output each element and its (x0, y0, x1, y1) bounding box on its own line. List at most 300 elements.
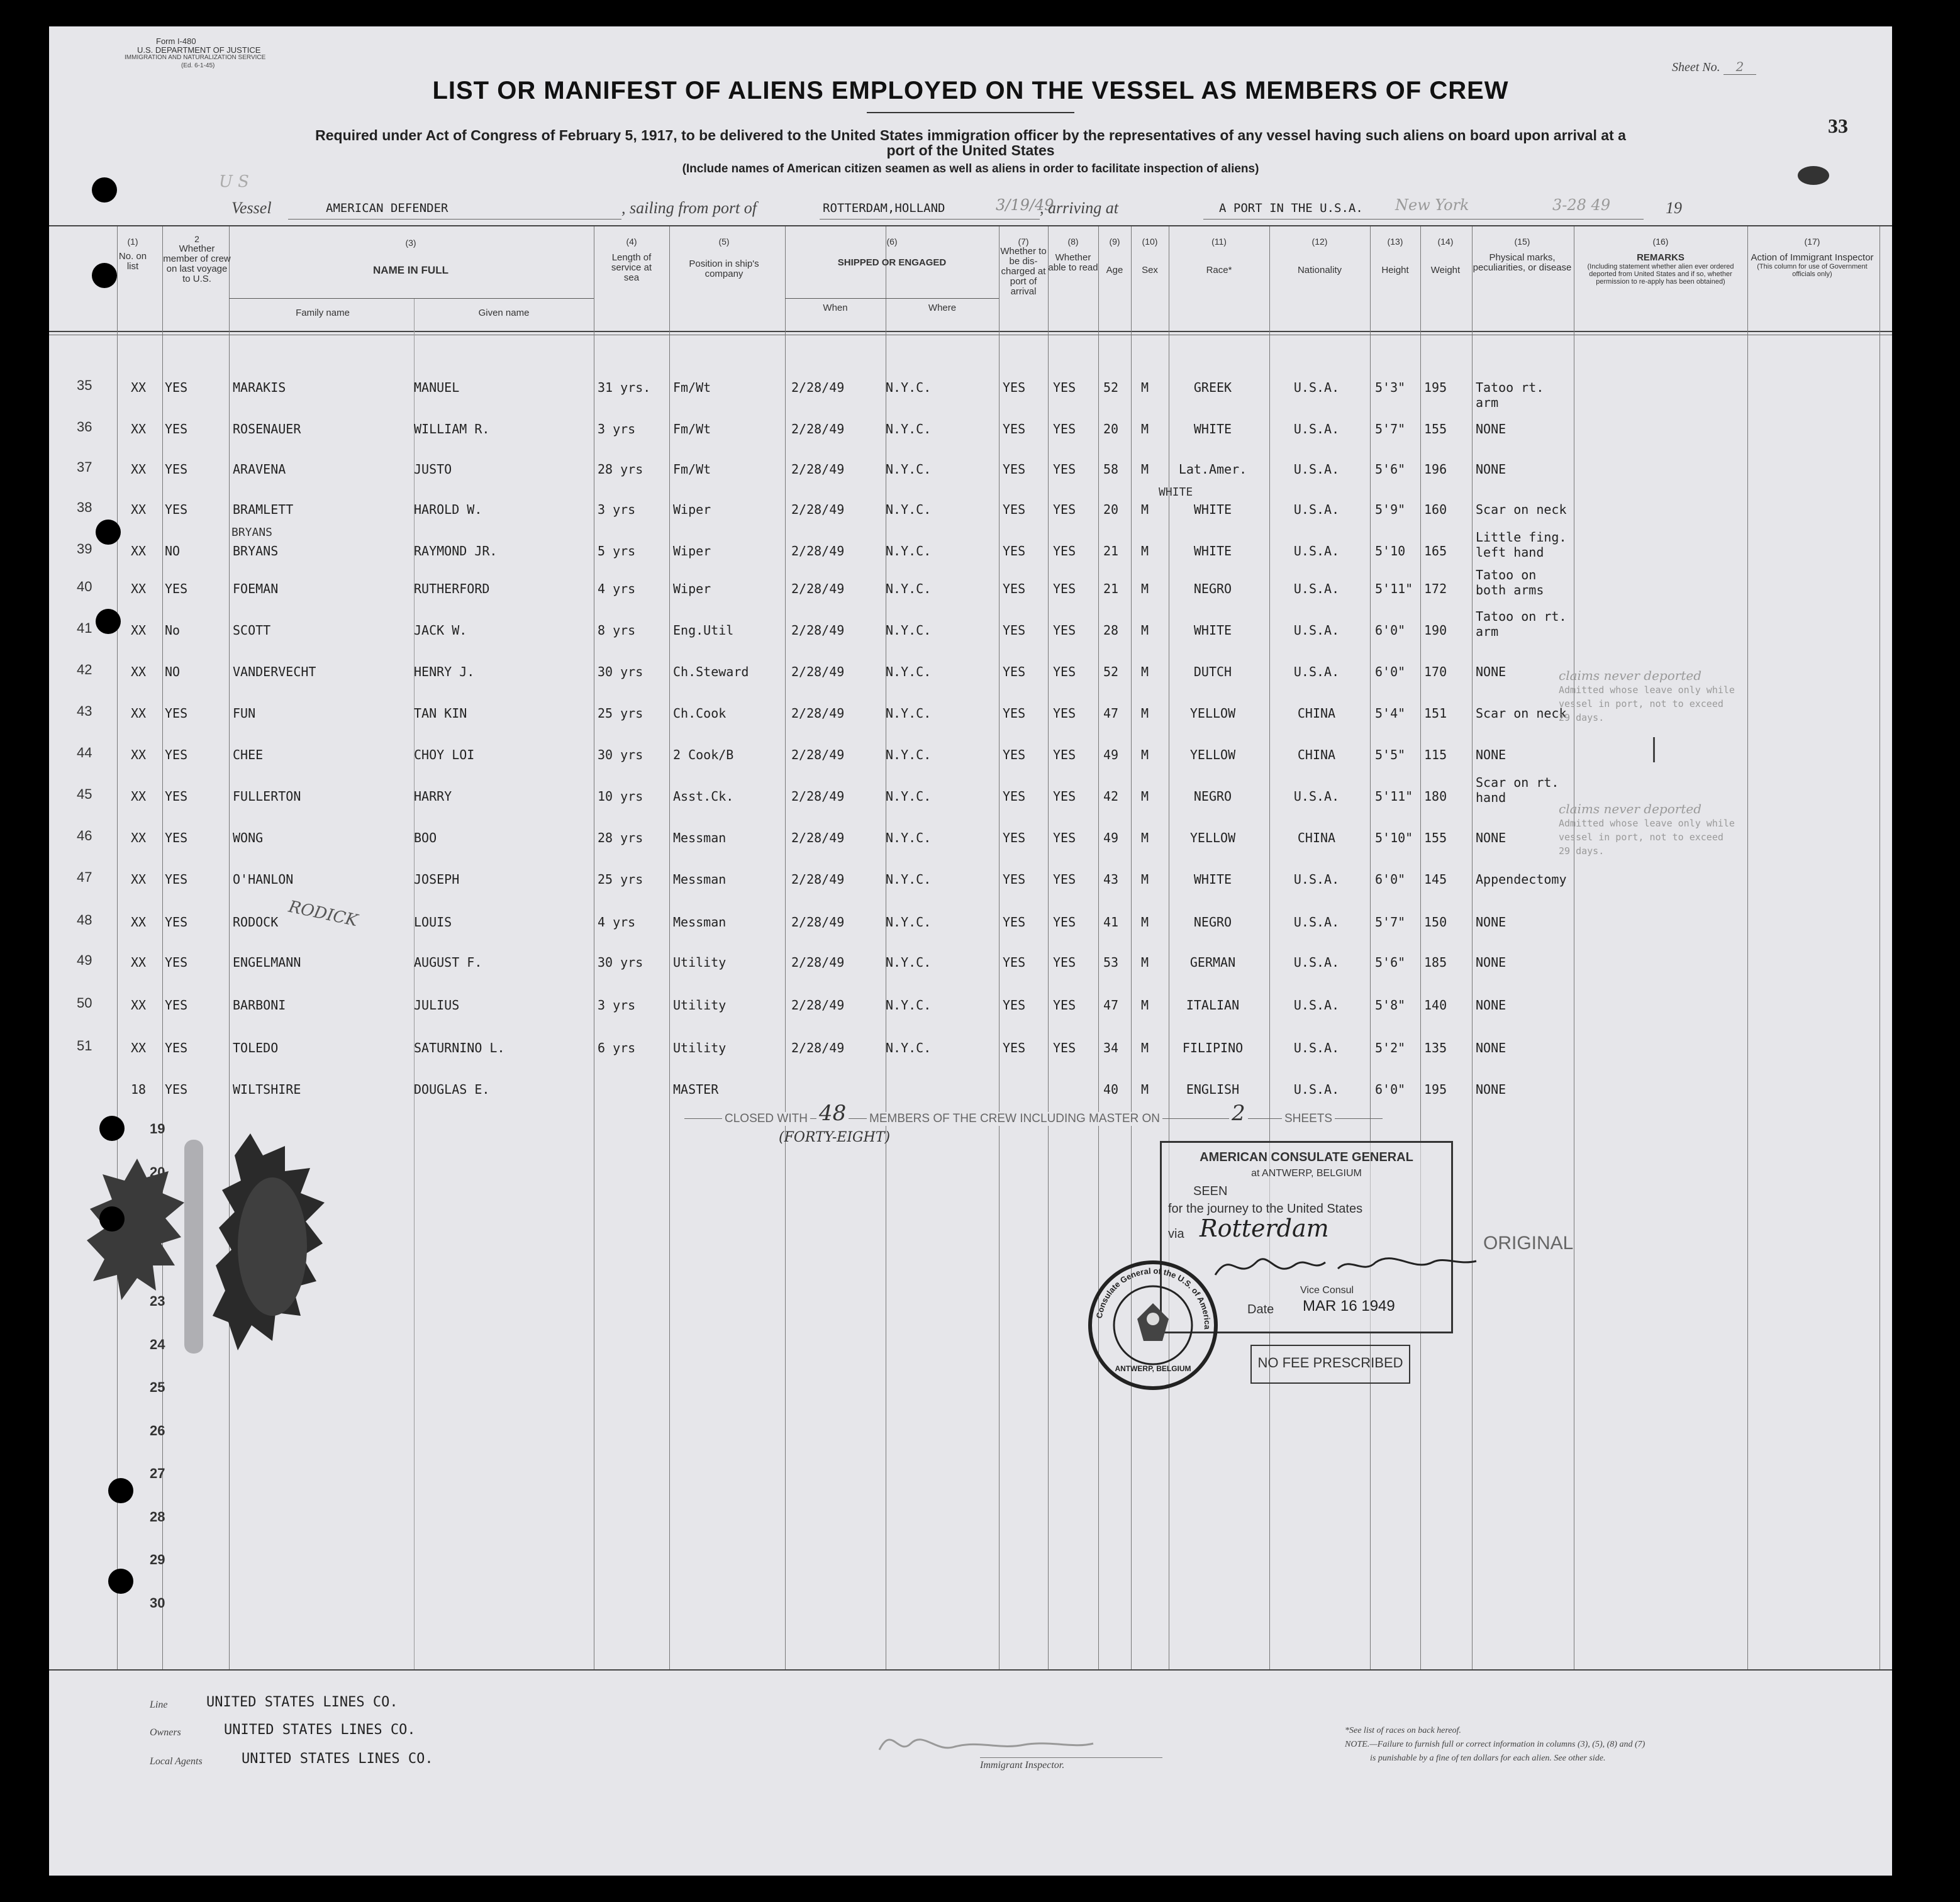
cell-weight: 172 (1424, 581, 1447, 596)
cell-age: 47 (1103, 998, 1119, 1013)
cell-weight: 115 (1424, 747, 1447, 762)
cell-mark: XX (131, 955, 147, 970)
cell-family: WILTSHIRE (233, 1082, 301, 1097)
cell-dis: YES (1003, 421, 1026, 437)
cell-where: N.Y.C. (886, 955, 932, 970)
cell-when: 2/28/49 (791, 664, 845, 679)
subtitle-line-2: port of the United States (886, 142, 1055, 158)
cell-where: N.Y.C. (886, 998, 932, 1013)
cell-mark: XX (131, 915, 147, 930)
column-line (1048, 226, 1049, 1669)
inspector-label: Immigrant Inspector. (980, 1760, 1065, 1771)
row39-family-hand: BRYANS (231, 526, 273, 539)
cell-given: TAN KIN (414, 706, 467, 721)
cell-height: 5'3" (1375, 380, 1406, 395)
cell-where: N.Y.C. (886, 421, 932, 437)
title-rule (867, 112, 1074, 113)
cell-nat: U.S.A. (1293, 502, 1340, 517)
cell-position: Ch.Cook (673, 706, 727, 721)
cell-position: Messman (673, 872, 727, 887)
cell-position: Fm/Wt (673, 380, 711, 395)
cell-mark: XX (131, 664, 147, 679)
cell-age: 49 (1103, 830, 1119, 845)
vessel-name: AMERICAN DEFENDER (326, 201, 448, 215)
cell-marks: Tatoo on both arms (1476, 567, 1544, 598)
punch-hole-4 (96, 609, 121, 634)
cell-sex: M (1141, 789, 1149, 804)
cell-nat: U.S.A. (1293, 998, 1340, 1013)
footer-line-value: UNITED STATES LINES CO. (206, 1694, 398, 1710)
cell-position: Messman (673, 830, 727, 845)
page-blot (1798, 166, 1829, 185)
cell-position: Fm/Wt (673, 462, 711, 477)
col5-label: Position in ship's company (689, 259, 759, 279)
cell-last: YES (165, 1040, 188, 1055)
col16-header (1574, 236, 1747, 286)
col12-label: Nationality (1297, 265, 1342, 275)
remark-1-text: Admitted whose leave only while vessel in port, not to exceed 29 days. (1559, 684, 1735, 723)
cell-sex: M (1141, 502, 1149, 517)
footer-note-3: is punishable by a fine of ten dollars for each alien. See other side. (1370, 1754, 1606, 1763)
cell-where: N.Y.C. (886, 664, 932, 679)
col11-header (1169, 236, 1269, 275)
cell-family: BRYANS (233, 543, 279, 559)
cell-nat: U.S.A. (1293, 421, 1340, 437)
cell-mark: XX (131, 998, 147, 1013)
col5-num: (5) (718, 236, 730, 247)
cell-read: YES (1053, 789, 1076, 804)
cell-height: 5'6" (1375, 462, 1406, 477)
no-fee-stamp (1250, 1345, 1410, 1384)
punch-hole-3 (96, 520, 121, 545)
cell-last: YES (165, 706, 188, 721)
cell-position: MASTER (673, 1082, 719, 1097)
cell-last: YES (165, 955, 188, 970)
cell-mark: XX (131, 706, 147, 721)
col9-header (1098, 236, 1131, 275)
cell-height: 5'10" (1375, 830, 1413, 845)
col11-num: (11) (1211, 236, 1227, 247)
col7-num: (7) (1018, 236, 1029, 247)
cell-race: YELLOW (1189, 706, 1236, 721)
left-embossed-seal-2 (213, 1133, 326, 1366)
footer-note-2: NOTE.—Failure to furnish full or correct information in columns (3), (5), (8) and (7) (1345, 1740, 1645, 1749)
cell-weight: 195 (1424, 380, 1447, 395)
row-number: 51 (77, 1038, 92, 1054)
cell-service: 28 yrs (598, 462, 643, 477)
cell-sex: M (1141, 581, 1149, 596)
sheet-label: Sheet No. (1672, 60, 1720, 74)
remark-2-hand: claims never deported (1559, 801, 1701, 816)
cell-when: 2/28/49 (791, 623, 845, 638)
cell-family: ROSENAUER (233, 421, 301, 437)
cell-position: Wiper (673, 543, 711, 559)
cell-read: YES (1053, 830, 1076, 845)
cell-when: 2/28/49 (791, 380, 845, 395)
cell-given: LOUIS (414, 915, 452, 930)
cell-age: 21 (1103, 543, 1119, 559)
col2-num: 2 (194, 234, 199, 244)
column-line (1269, 226, 1270, 1669)
closing-pre: CLOSED WITH (722, 1112, 810, 1126)
cell-where: N.Y.C. (886, 789, 932, 804)
footer-owners-label: Owners (150, 1727, 181, 1738)
cell-nat: CHINA (1297, 747, 1336, 762)
cell-when: 2/28/49 (791, 1040, 845, 1055)
cell-marks: NONE (1476, 664, 1506, 679)
cell-position: Ch.Steward (673, 664, 749, 679)
col6-when: When (823, 303, 848, 313)
cell-race: YELLOW (1189, 747, 1236, 762)
cell-given: RUTHERFORD (414, 581, 490, 596)
col6-subrule (785, 298, 999, 299)
col13-num: (13) (1387, 236, 1403, 247)
cell-dis: YES (1003, 1040, 1026, 1055)
cell-position: Eng.Util (673, 623, 734, 638)
col9-num: (9) (1109, 236, 1120, 247)
col15-header (1472, 236, 1573, 273)
cell-read: YES (1053, 998, 1076, 1013)
vessel-rule-1 (288, 219, 621, 220)
stamp-line-1: AMERICAN CONSULATE GENERAL (1200, 1150, 1413, 1164)
col17-num: (17) (1804, 236, 1820, 247)
col3-label: NAME IN FULL (373, 264, 448, 276)
row-number: 39 (77, 541, 92, 557)
cell-where: N.Y.C. (886, 706, 932, 721)
cell-race: WHITE (1193, 421, 1232, 437)
cell-dis: YES (1003, 998, 1026, 1013)
cell-service: 8 yrs (598, 623, 636, 638)
column-line (229, 226, 230, 1669)
cell-service: 30 yrs (598, 747, 643, 762)
cell-given: RAYMOND JR. (414, 543, 498, 559)
row-number: 44 (77, 745, 92, 760)
row-number: 37 (77, 459, 92, 475)
footer-agents-label: Local Agents (150, 1756, 203, 1767)
cell-sex: M (1141, 747, 1149, 762)
row-number: 42 (77, 662, 92, 677)
cell-where: N.Y.C. (886, 872, 932, 887)
vessel-rule-2 (820, 219, 1040, 220)
row-number: 40 (77, 579, 92, 594)
empty-row-number: 25 (150, 1379, 165, 1395)
cell-mark: XX (131, 1040, 147, 1055)
column-line (1747, 226, 1748, 1669)
cell-dis: YES (1003, 502, 1026, 517)
cell-height: 5'11" (1375, 789, 1413, 804)
cell-last: YES (165, 581, 188, 596)
cell-weight: 155 (1424, 421, 1447, 437)
cell-service: 25 yrs (598, 706, 643, 721)
column-line (669, 226, 670, 1669)
cell-where: N.Y.C. (886, 623, 932, 638)
punch-hole-6 (99, 1206, 125, 1232)
cell-dis: YES (1003, 747, 1026, 762)
cell-service: 30 yrs (598, 664, 643, 679)
cell-age: 34 (1103, 1040, 1119, 1055)
remark-1 (1559, 668, 1735, 725)
col6-where: Where (928, 303, 957, 313)
cell-service: 4 yrs (598, 915, 636, 930)
cell-last: YES (165, 380, 188, 395)
cell-race: ENGLISH (1186, 1082, 1240, 1097)
column-line (785, 226, 786, 1669)
cell-mark: XX (131, 502, 147, 517)
col1-num: (1) (127, 236, 138, 247)
subtitle-line-1: Required under Act of Congress of February 5, 1917, to be delivered to the United States immigration officer by the representatives of any vessel having such aliens on board upon arrival at a (315, 127, 1626, 143)
cell-age: 58 (1103, 462, 1119, 477)
vessel-line (231, 196, 1760, 221)
cell-mark: XX (131, 462, 147, 477)
cell-given: JUSTO (414, 462, 452, 477)
col6-header (785, 236, 999, 268)
row-number: 48 (77, 912, 92, 928)
arriving-label: , arriving at (1040, 199, 1118, 217)
cell-dis: YES (1003, 543, 1026, 559)
cell-age: 20 (1103, 502, 1119, 517)
cell-when: 2/28/49 (791, 915, 845, 930)
cell-nat: U.S.A. (1293, 915, 1340, 930)
cell-race: GERMAN (1189, 955, 1236, 970)
cell-last: YES (165, 830, 188, 845)
col13-header (1370, 236, 1420, 275)
col12-num: (12) (1311, 236, 1328, 247)
cell-marks: Tatoo rt. arm (1476, 380, 1544, 410)
empty-row-number: 30 (150, 1594, 165, 1611)
cell-height: 6'0" (1375, 1082, 1406, 1097)
stamp-date-label: Date (1247, 1303, 1274, 1316)
cell-position: Messman (673, 915, 727, 930)
column-line (1879, 226, 1880, 1669)
cell-weight: 140 (1424, 998, 1447, 1013)
seal-ring-text: Consulate General of the U.S. of America (1094, 1265, 1213, 1330)
col14-header (1420, 236, 1471, 275)
cell-family: FUN (233, 706, 256, 721)
cell-marks: NONE (1476, 1082, 1506, 1097)
col15-num: (15) (1514, 236, 1530, 247)
cell-when: 2/28/49 (791, 998, 845, 1013)
cell-last: NO (165, 543, 181, 559)
cell-last: YES (165, 915, 188, 930)
row48-hand-correction: RODICK (287, 897, 360, 931)
cell-marks: NONE (1476, 998, 1506, 1013)
cell-mark: XX (131, 380, 147, 395)
column-line (117, 226, 118, 1669)
cell-height: 5'10 (1375, 543, 1406, 559)
empty-row-number: 26 (150, 1422, 165, 1438)
cell-nat: U.S.A. (1293, 380, 1340, 395)
left-embossed-seal-1 (87, 1159, 187, 1322)
cell-mark: XX (131, 789, 147, 804)
cell-last: YES (165, 998, 188, 1013)
col3-family: Family name (296, 308, 350, 318)
cell-given: JACK W. (414, 623, 467, 638)
cell-sex: M (1141, 872, 1149, 887)
cell-sex: M (1141, 1040, 1149, 1055)
cell-position: Fm/Wt (673, 421, 711, 437)
footer-note-1: *See list of races on back hereof. (1345, 1726, 1461, 1735)
cell-race: WHITE (1193, 543, 1232, 559)
cell-age: 47 (1103, 706, 1119, 721)
cell-height: 6'0" (1375, 664, 1406, 679)
row-number: 36 (77, 419, 92, 435)
sheet-number-value: 2 (1723, 59, 1757, 75)
arriving-hand: New York (1395, 196, 1469, 214)
cell-weight: 180 (1424, 789, 1447, 804)
cell-where: N.Y.C. (886, 747, 932, 762)
vice-consul-signature (1212, 1243, 1483, 1287)
header-bottom-rule (49, 331, 1892, 332)
cell-marks: NONE (1476, 955, 1506, 970)
col2-label: Whether member of crew on last voyage to U.S. (163, 243, 231, 284)
stamp-for: for the journey to the United States (1168, 1202, 1363, 1216)
cell-height: 5'5" (1375, 747, 1406, 762)
cell-sex: M (1141, 706, 1149, 721)
left-grey-smudge (184, 1140, 203, 1354)
col12-header (1269, 236, 1370, 275)
closing-words: (FORTY-EIGHT) (779, 1130, 891, 1145)
cell-when: 2/28/49 (791, 502, 845, 517)
footer-agents-value: UNITED STATES LINES CO. (242, 1751, 433, 1767)
cell-read: YES (1053, 872, 1076, 887)
row-number: 43 (77, 703, 92, 719)
cell-when: 2/28/49 (791, 581, 845, 596)
col4-header (594, 236, 669, 283)
row-number: 38 (77, 499, 92, 515)
cell-when: 2/28/49 (791, 955, 845, 970)
cell-dis: YES (1003, 664, 1026, 679)
cell-nat: U.S.A. (1293, 543, 1340, 559)
cell-nat: U.S.A. (1293, 789, 1340, 804)
cell-mark: XX (131, 581, 147, 596)
stamp-date: MAR 16 1949 (1303, 1298, 1395, 1315)
cell-read: YES (1053, 915, 1076, 930)
form-edition: (Ed. 6-1-45) (181, 62, 215, 69)
cell-read: YES (1053, 664, 1076, 679)
cell-weight: 196 (1424, 462, 1447, 477)
cell-read: YES (1053, 380, 1076, 395)
cell-sex: M (1141, 623, 1149, 638)
col3-header (231, 238, 590, 275)
cell-where: N.Y.C. (886, 915, 932, 930)
cell-family: ENGELMANN (233, 955, 301, 970)
cell-marks: Scar on neck (1476, 706, 1567, 721)
col14-num: (14) (1437, 236, 1454, 247)
col4-num: (4) (626, 236, 637, 247)
col3-given: Given name (478, 308, 530, 318)
cell-last: No (165, 623, 181, 638)
col1-label: No. on list (118, 251, 147, 272)
col7-header (999, 236, 1048, 297)
cell-marks: Tatoo on rt. arm (1476, 609, 1567, 639)
cell-service: 10 yrs (598, 789, 643, 804)
cell-mark: XX (131, 872, 147, 887)
cell-sex: M (1141, 462, 1149, 477)
cell-service: 4 yrs (598, 581, 636, 596)
cell-race: ITALIAN (1186, 998, 1240, 1013)
vessel-label: Vessel (231, 199, 272, 217)
cell-race: GREEK (1193, 380, 1232, 395)
cell-age: 52 (1103, 664, 1119, 679)
stamp-line-2: at ANTWERP, BELGIUM (1251, 1168, 1362, 1179)
punch-hole-8 (108, 1569, 133, 1594)
remark-1-hand: claims never deported (1559, 668, 1701, 683)
cell-service: 3 yrs (598, 421, 636, 437)
cell-marks: NONE (1476, 747, 1506, 762)
col8-label: Whether able to read (1048, 252, 1098, 273)
cell-where: N.Y.C. (886, 502, 932, 517)
cell-family: WONG (233, 830, 264, 845)
cell-marks: Little fing. left hand (1476, 530, 1567, 560)
cell-service: 6 yrs (598, 1040, 636, 1055)
cell-read: YES (1053, 706, 1076, 721)
column-line (1131, 226, 1132, 1669)
empty-row-number: 23 (150, 1293, 165, 1309)
vessel-rule-3 (1203, 219, 1644, 220)
column-line (1370, 226, 1371, 1669)
cell-age: 40 (1103, 1082, 1119, 1097)
column-line (1420, 226, 1421, 1669)
cell-height: 5'6" (1375, 955, 1406, 970)
cell-position: Utility (673, 998, 727, 1013)
year-hand: 3-28 49 (1552, 196, 1611, 214)
cell-given: SATURNINO L. (414, 1040, 505, 1055)
cell-age: 53 (1103, 955, 1119, 970)
col11-label: Race* (1206, 265, 1232, 275)
cell-last: NO (165, 664, 181, 679)
col3-num: (3) (405, 238, 416, 248)
cell-weight: 155 (1424, 830, 1447, 845)
cell-race: NEGRO (1193, 581, 1232, 596)
col14-label: Weight (1430, 265, 1461, 275)
closing-mid: MEMBERS OF THE CREW INCLUDING MASTER ON (867, 1112, 1162, 1126)
cell-dis: YES (1003, 789, 1026, 804)
cell-service: 28 yrs (598, 830, 643, 845)
cell-dis: YES (1003, 706, 1026, 721)
cell-marks: NONE (1476, 830, 1506, 845)
cell-weight: 151 (1424, 706, 1447, 721)
cell-sex: M (1141, 955, 1149, 970)
row38-race-note: WHITE (1159, 486, 1193, 499)
us-mark: U S (219, 172, 249, 191)
col10-header (1131, 236, 1169, 275)
cell-sex: M (1141, 830, 1149, 845)
cell-weight: 185 (1424, 955, 1447, 970)
punch-hole-1 (92, 177, 117, 203)
col16-label: REMARKS (1637, 252, 1684, 263)
footer-top-rule (49, 1669, 1892, 1671)
cell-marks: NONE (1476, 421, 1506, 437)
remark-2 (1559, 801, 1735, 858)
cell-given: HAROLD W. (414, 502, 482, 517)
no-fee-text: NO FEE PRESCRIBED (1257, 1355, 1403, 1371)
cell-sex: M (1141, 664, 1149, 679)
sheet-number (1672, 59, 1756, 75)
empty-row-number: 24 (150, 1336, 165, 1352)
cell-family: FULLERTON (233, 789, 301, 804)
cell-mark: XX (131, 421, 147, 437)
cell-dis: YES (1003, 462, 1026, 477)
cell-age: 21 (1103, 581, 1119, 596)
cell-sex: M (1141, 915, 1149, 930)
cell-where: N.Y.C. (886, 1040, 932, 1055)
cell-service: 5 yrs (598, 543, 636, 559)
cell-last: YES (165, 502, 188, 517)
col16-sub: (Including statement whether alien ever ordered deported from United States and if so, whether permission to re-apply has been obtained) (1587, 263, 1734, 286)
cell-given: HARRY (414, 789, 452, 804)
cell-family: RODOCK (233, 915, 279, 930)
cell-where: N.Y.C. (886, 380, 932, 395)
